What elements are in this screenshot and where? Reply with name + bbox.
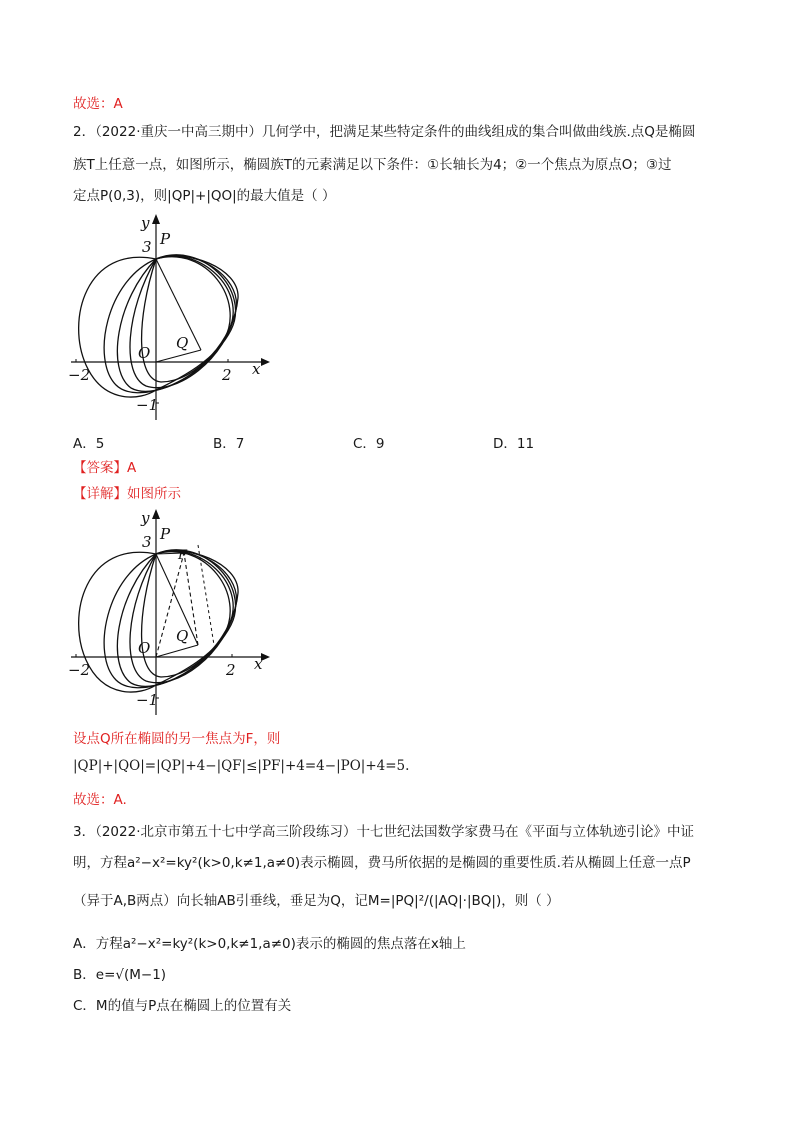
q3-text-line1: 3．（2022·北京市第五十七中学高三阶段练习）十七世纪法国数学家费马在《平面与立体轨迹引论》中证	[73, 824, 694, 840]
label-Q: Q	[176, 334, 189, 352]
label-P: P	[160, 230, 171, 248]
svg-text:O: O	[138, 639, 151, 657]
label-2: 2	[222, 366, 232, 384]
label-F: F	[178, 548, 188, 563]
ellipse-3	[117, 256, 233, 391]
q2-answer: 【答案】A	[73, 460, 137, 476]
svg-text:−1: −1	[136, 691, 159, 709]
x-axis-arrow	[261, 358, 270, 366]
q2-text-line3: 定点P(0,3)，则|QP|+|QO|的最大值是（ ）	[73, 188, 336, 204]
q2-detail: 【详解】如图所示	[73, 486, 181, 502]
label-O: O	[138, 344, 151, 362]
q3-option-a[interactable]: A．方程a²−x²=ky²(k>0,k≠1,a≠0)表示的椭圆的焦点落在x轴上	[73, 936, 466, 952]
label-y: y	[141, 214, 150, 232]
y-axis-arrow	[152, 214, 160, 224]
q2-option-d[interactable]: D．11	[493, 436, 535, 452]
q2-solution-line2: |QP|+|QO|=|QP|+4−|QF|≤|PF|+4=4−|PO|+4=5.	[73, 758, 410, 774]
ellipse-2	[104, 257, 230, 393]
svg-text:y: y	[141, 509, 150, 527]
q3-text-line2: 明，方程a²−x²=ky²(k>0,k≠1,a≠0)表示椭圆，费马所依据的是椭圆的重要性质.若从椭圆上任意一点P	[73, 855, 691, 871]
svg-text:2: 2	[226, 661, 236, 679]
svg-text:P: P	[160, 525, 171, 543]
q2-conclusion: 故选：A.	[73, 792, 127, 808]
ellipse-family-solution-figure	[66, 505, 276, 720]
svg-text:x: x	[254, 655, 263, 673]
label-3: 3	[142, 238, 152, 256]
q3-option-b[interactable]: B．e=√(M−1)	[73, 967, 167, 983]
label-neg1: −1	[136, 396, 159, 414]
q3-option-c[interactable]: C．M的值与P点在椭圆上的位置有关	[73, 998, 292, 1014]
prev-answer: 故选：A	[73, 96, 123, 112]
q2-option-b[interactable]: B．7	[213, 436, 245, 452]
ellipse-1	[79, 255, 236, 397]
q2-option-c[interactable]: C．9	[353, 436, 385, 452]
label-x: x	[252, 360, 261, 378]
q2-text-line2: 族T上任意一点，如图所示，椭圆族T的元素满足以下条件：①长轴长为4；②一个焦点为原点O；③过	[73, 157, 672, 173]
svg-text:Q: Q	[176, 627, 189, 645]
label-neg2: −2	[68, 366, 91, 384]
svg-text:3: 3	[142, 533, 152, 551]
q2-option-a[interactable]: A．5	[73, 436, 105, 452]
q2-text-line1: 2．（2022·重庆一中高三期中）几何学中，把满足某些特定条件的曲线组成的集合叫做曲线族.点Q是椭圆	[73, 124, 696, 140]
svg-text:−2: −2	[68, 661, 91, 679]
q3-text-line3: （异于A,B两点）向长轴AB引垂线，垂足为Q，记M=|PQ|²/(|AQ|·|BQ|)，则（ ）	[73, 893, 560, 909]
ellipse-family-figure	[66, 210, 276, 425]
q2-solution-line1: 设点Q所在椭圆的另一焦点为F，则	[73, 731, 281, 747]
